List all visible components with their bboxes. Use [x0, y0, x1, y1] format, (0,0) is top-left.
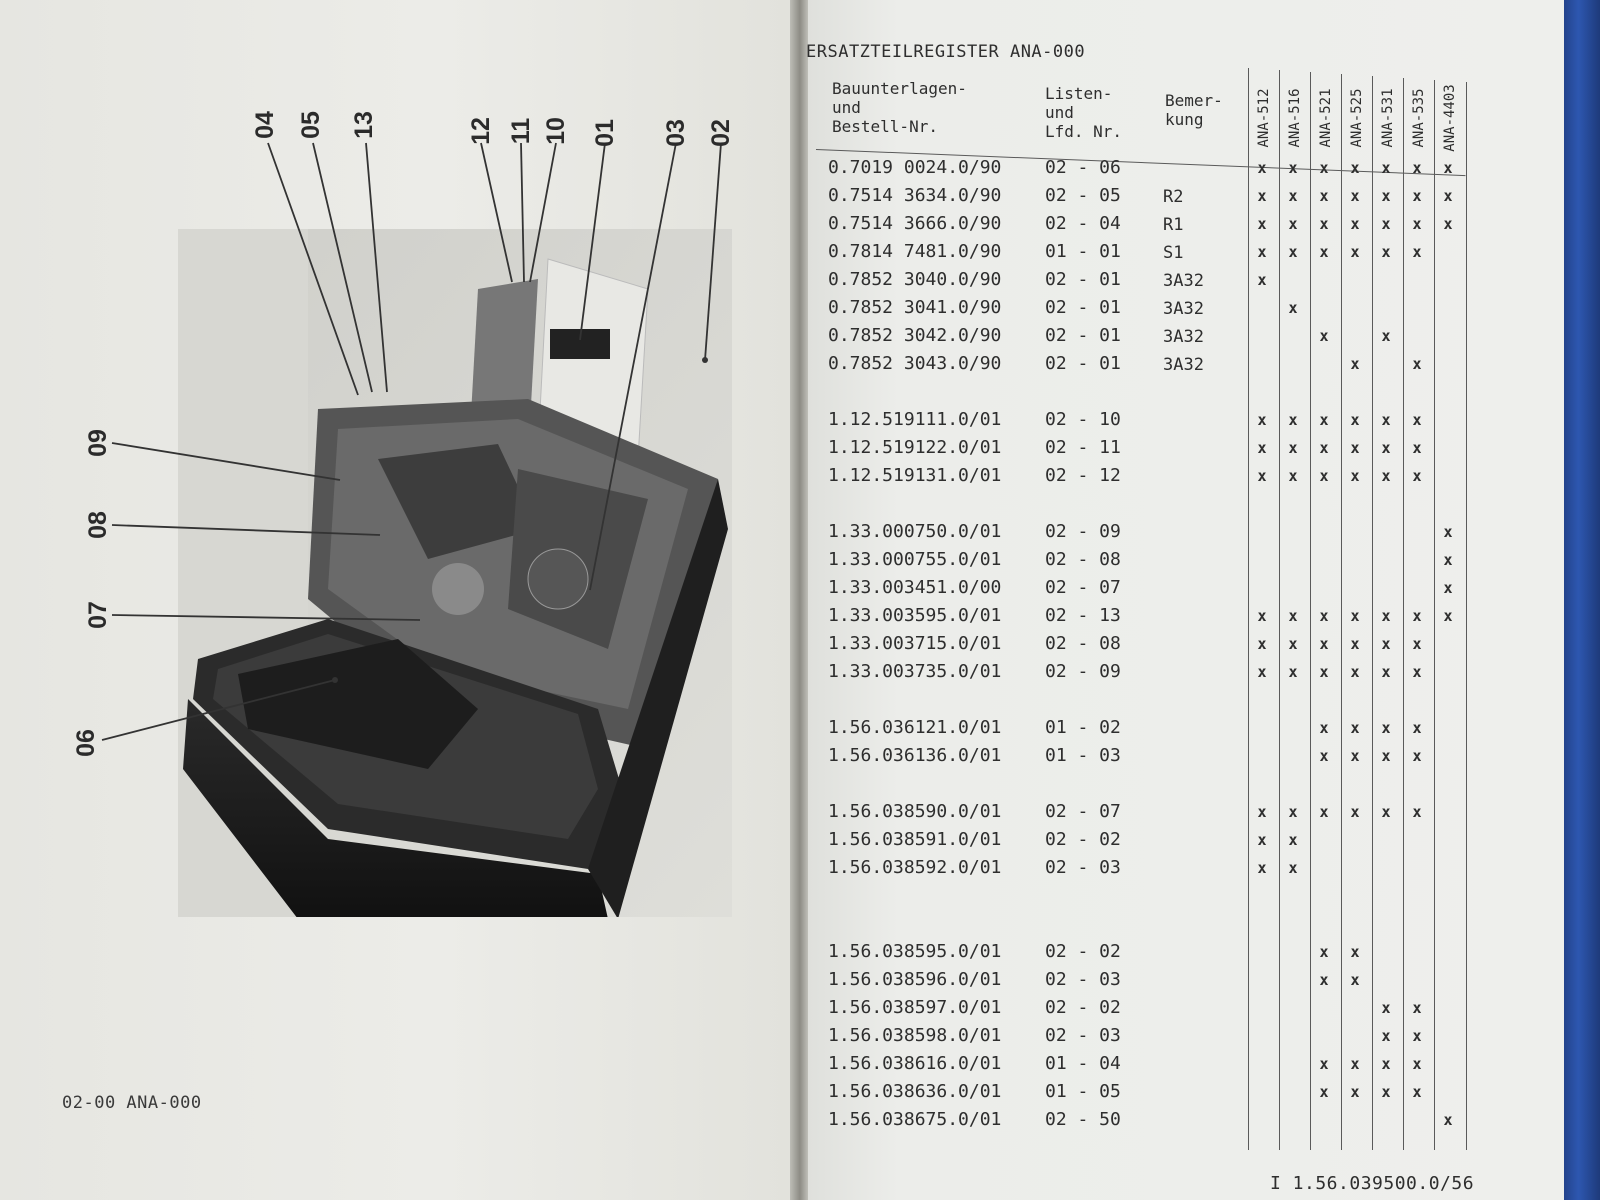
model-mark: x: [1443, 159, 1453, 177]
model-mark: x: [1381, 327, 1391, 345]
model-mark: x: [1350, 747, 1360, 765]
bestell-nr: 1.56.038592.0/01: [828, 857, 1002, 878]
lfd-nr: 01 - 02: [1045, 717, 1121, 738]
table-row: [0, 661, 1564, 688]
lfd-nr: 02 - 05: [1045, 185, 1121, 206]
model-mark: x: [1319, 439, 1329, 457]
model-mark: x: [1319, 663, 1329, 681]
table-row: [0, 969, 1564, 996]
col-head-ana-521: [1315, 70, 1337, 165]
header-listen-line-2: und: [1045, 103, 1074, 122]
model-mark: x: [1288, 159, 1298, 177]
model-mark: x: [1288, 439, 1298, 457]
table-row: [0, 213, 1564, 240]
lfd-nr: 01 - 05: [1045, 1081, 1121, 1102]
model-mark: x: [1350, 159, 1360, 177]
model-mark: x: [1350, 1083, 1360, 1101]
model-mark: x: [1257, 803, 1267, 821]
callout-10: 10: [542, 117, 570, 145]
lfd-nr: 02 - 12: [1045, 465, 1121, 486]
model-mark: x: [1257, 607, 1267, 625]
bemerkung: R2: [1163, 187, 1184, 207]
model-mark: x: [1381, 411, 1391, 429]
model-mark: x: [1257, 271, 1267, 289]
table-row: [0, 353, 1564, 380]
lfd-nr: 02 - 11: [1045, 437, 1121, 458]
lfd-nr: 02 - 09: [1045, 521, 1121, 542]
model-mark: x: [1443, 607, 1453, 625]
model-mark: x: [1443, 215, 1453, 233]
model-mark: x: [1412, 1083, 1422, 1101]
lfd-nr: 01 - 04: [1045, 1053, 1121, 1074]
callout-09: 09: [84, 429, 112, 457]
model-mark: x: [1412, 999, 1422, 1017]
table-row: [0, 521, 1564, 548]
bestell-nr: 1.56.038590.0/01: [828, 801, 1002, 822]
model-mark: x: [1288, 831, 1298, 849]
model-mark: x: [1319, 719, 1329, 737]
model-mark: x: [1257, 439, 1267, 457]
model-mark: x: [1288, 607, 1298, 625]
bestell-nr: 0.7852 3041.0/90: [828, 297, 1002, 318]
model-mark: x: [1319, 943, 1329, 961]
model-mark: x: [1412, 411, 1422, 429]
table-row: [0, 297, 1564, 324]
bestell-nr: 0.7514 3634.0/90: [828, 185, 1002, 206]
table-row: [0, 409, 1564, 436]
model-mark: x: [1381, 719, 1391, 737]
model-mark: x: [1319, 159, 1329, 177]
col-head-ana-4403: [1439, 70, 1461, 165]
bestell-nr: 0.7814 7481.0/90: [828, 241, 1002, 262]
model-mark: x: [1443, 551, 1453, 569]
model-mark: x: [1412, 635, 1422, 653]
model-mark: x: [1412, 747, 1422, 765]
model-mark: x: [1412, 1027, 1422, 1045]
model-mark: x: [1412, 187, 1422, 205]
model-mark: x: [1381, 747, 1391, 765]
model-mark: x: [1257, 411, 1267, 429]
col-head-ana-516: [1284, 70, 1306, 165]
model-mark: x: [1412, 803, 1422, 821]
lfd-nr: 02 - 02: [1045, 997, 1121, 1018]
col-head-ana-525: [1346, 70, 1368, 165]
model-mark: x: [1288, 411, 1298, 429]
bestell-nr: 1.33.000755.0/01: [828, 549, 1002, 570]
col-head-label: ANA-521: [1318, 87, 1334, 148]
lfd-nr: 01 - 03: [1045, 745, 1121, 766]
table-row: [0, 241, 1564, 268]
bestell-nr: 1.12.519111.0/01: [828, 409, 1002, 430]
model-mark: x: [1350, 1055, 1360, 1073]
table-row: [0, 465, 1564, 492]
bestell-nr: 0.7852 3042.0/90: [828, 325, 1002, 346]
table-row: [0, 437, 1564, 464]
table-row: [0, 1109, 1564, 1136]
model-mark: x: [1319, 411, 1329, 429]
bestell-nr: 1.33.003735.0/01: [828, 661, 1002, 682]
callout-13: 13: [350, 111, 378, 139]
model-mark: x: [1381, 1055, 1391, 1073]
callout-04: 04: [251, 111, 279, 139]
table-row: [0, 1025, 1564, 1052]
header-bemerkung-line-1: Bemer-: [1165, 91, 1223, 110]
bestell-nr: 1.56.036136.0/01: [828, 745, 1002, 766]
bemerkung: 3A32: [1163, 271, 1204, 291]
right-page-footer: I 1.56.039500.0/56: [1270, 1173, 1475, 1194]
bestell-nr: 1.56.038616.0/01: [828, 1053, 1002, 1074]
model-mark: x: [1350, 971, 1360, 989]
bestell-nr: 1.56.038597.0/01: [828, 997, 1002, 1018]
lfd-nr: 02 - 13: [1045, 605, 1121, 626]
table-row: [0, 185, 1564, 212]
callout-12: 12: [467, 117, 495, 145]
model-mark: x: [1350, 355, 1360, 373]
col-head-ana-512: [1253, 70, 1275, 165]
model-mark: x: [1319, 1083, 1329, 1101]
table-row: [0, 829, 1564, 856]
bestell-nr: 1.56.036121.0/01: [828, 717, 1002, 738]
model-mark: x: [1412, 1055, 1422, 1073]
model-mark: x: [1257, 187, 1267, 205]
model-mark: x: [1288, 299, 1298, 317]
lfd-nr: 02 - 03: [1045, 1025, 1121, 1046]
bestell-nr: 1.33.003451.0/00: [828, 577, 1002, 598]
model-mark: x: [1350, 439, 1360, 457]
lfd-nr: 02 - 07: [1045, 801, 1121, 822]
table-row: [0, 801, 1564, 828]
model-mark: x: [1319, 803, 1329, 821]
table-row: [0, 157, 1564, 184]
model-mark: x: [1350, 663, 1360, 681]
model-mark: x: [1412, 243, 1422, 261]
header-bestell-nr: [832, 79, 967, 136]
model-mark: x: [1319, 327, 1329, 345]
table-row: [0, 1081, 1564, 1108]
register-title: ERSATZTEILREGISTER ANA-000: [806, 42, 1086, 62]
bestell-nr: 1.33.003715.0/01: [828, 633, 1002, 654]
model-mark: x: [1443, 1111, 1453, 1129]
lfd-nr: 02 - 07: [1045, 577, 1121, 598]
model-mark: x: [1350, 635, 1360, 653]
col-head-label: ANA-535: [1411, 87, 1427, 148]
bemerkung: 3A32: [1163, 355, 1204, 375]
model-mark: x: [1350, 411, 1360, 429]
header-bestell-line-3: Bestell-Nr.: [832, 117, 938, 136]
bestell-nr: 1.56.038675.0/01: [828, 1109, 1002, 1130]
lfd-nr: 02 - 01: [1045, 269, 1121, 290]
bestell-nr: 0.7514 3666.0/90: [828, 213, 1002, 234]
bemerkung: R1: [1163, 215, 1184, 235]
model-mark: x: [1381, 1027, 1391, 1045]
model-mark: x: [1381, 243, 1391, 261]
col-head-ana-531: [1377, 70, 1399, 165]
header-listen-line-1: Listen-: [1045, 84, 1113, 103]
header-bestell-line-1: Bauunterlagen-: [832, 79, 967, 98]
model-mark: x: [1288, 243, 1298, 261]
bestell-nr: 1.33.000750.0/01: [828, 521, 1002, 542]
table-row: [0, 745, 1564, 772]
model-mark: x: [1350, 943, 1360, 961]
bestell-nr: 1.12.519131.0/01: [828, 465, 1002, 486]
bestell-nr: 1.56.038591.0/01: [828, 829, 1002, 850]
col-head-label: ANA-512: [1256, 87, 1272, 148]
model-mark: x: [1257, 215, 1267, 233]
lfd-nr: 02 - 08: [1045, 633, 1121, 654]
model-mark: x: [1350, 803, 1360, 821]
model-mark: x: [1288, 859, 1298, 877]
model-mark: x: [1381, 467, 1391, 485]
model-mark: x: [1412, 215, 1422, 233]
table-row: [0, 997, 1564, 1024]
model-mark: x: [1257, 635, 1267, 653]
model-mark: x: [1443, 579, 1453, 597]
lfd-nr: 02 - 09: [1045, 661, 1121, 682]
bestell-nr: 1.56.038598.0/01: [828, 1025, 1002, 1046]
model-mark: x: [1381, 999, 1391, 1017]
model-mark: x: [1350, 467, 1360, 485]
model-mark: x: [1381, 159, 1391, 177]
model-mark: x: [1381, 803, 1391, 821]
model-mark: x: [1350, 215, 1360, 233]
model-mark: x: [1412, 439, 1422, 457]
bestell-nr: 1.12.519122.0/01: [828, 437, 1002, 458]
bemerkung: S1: [1163, 243, 1184, 263]
model-mark: x: [1443, 523, 1453, 541]
lfd-nr: 02 - 01: [1045, 353, 1121, 374]
model-mark: x: [1381, 215, 1391, 233]
bestell-nr: 1.56.038636.0/01: [828, 1081, 1002, 1102]
callout-07: 07: [84, 601, 112, 629]
model-mark: x: [1412, 355, 1422, 373]
table-row: [0, 269, 1564, 296]
lfd-nr: 02 - 06: [1045, 157, 1121, 178]
header-listen-line-3: Lfd. Nr.: [1045, 122, 1123, 141]
header-bestell-line-2: und: [832, 98, 861, 117]
model-mark: x: [1288, 215, 1298, 233]
bestell-nr: 1.56.038596.0/01: [828, 969, 1002, 990]
left-page-footer: 02-00 ANA-000: [62, 1093, 202, 1113]
table-row: [0, 633, 1564, 660]
lfd-nr: 01 - 01: [1045, 241, 1121, 262]
bestell-nr: 0.7019 0024.0/90: [828, 157, 1002, 178]
model-mark: x: [1381, 607, 1391, 625]
callout-08: 08: [84, 511, 112, 539]
model-mark: x: [1412, 467, 1422, 485]
lfd-nr: 02 - 10: [1045, 409, 1121, 430]
table-row: [0, 717, 1564, 744]
model-mark: x: [1257, 467, 1267, 485]
header-bemerkung-line-2: kung: [1165, 110, 1204, 129]
model-mark: x: [1319, 187, 1329, 205]
model-mark: x: [1319, 215, 1329, 233]
model-mark: x: [1319, 635, 1329, 653]
model-mark: x: [1257, 831, 1267, 849]
model-mark: x: [1412, 663, 1422, 681]
callout-03: 03: [662, 119, 690, 147]
table-row: [0, 941, 1564, 968]
model-mark: x: [1350, 243, 1360, 261]
callout-01: 01: [591, 119, 619, 147]
lfd-nr: 02 - 01: [1045, 325, 1121, 346]
bemerkung: 3A32: [1163, 327, 1204, 347]
model-mark: x: [1257, 159, 1267, 177]
table-row: [0, 1053, 1564, 1080]
bestell-nr: 0.7852 3040.0/90: [828, 269, 1002, 290]
table-row: [0, 857, 1564, 884]
lfd-nr: 02 - 08: [1045, 549, 1121, 570]
model-mark: x: [1319, 747, 1329, 765]
lfd-nr: 02 - 01: [1045, 297, 1121, 318]
callout-02: 02: [707, 119, 735, 147]
header-bemerkung: [1165, 91, 1223, 129]
bestell-nr: 1.56.038595.0/01: [828, 941, 1002, 962]
table-row: [0, 549, 1564, 576]
lfd-nr: 02 - 50: [1045, 1109, 1121, 1130]
lfd-nr: 02 - 03: [1045, 969, 1121, 990]
lfd-nr: 02 - 02: [1045, 829, 1121, 850]
model-mark: x: [1350, 187, 1360, 205]
col-head-label: ANA-525: [1349, 87, 1365, 148]
bestell-nr: 1.33.003595.0/01: [828, 605, 1002, 626]
lfd-nr: 02 - 03: [1045, 857, 1121, 878]
model-mark: x: [1412, 719, 1422, 737]
header-listen: [1045, 84, 1122, 141]
model-mark: x: [1288, 663, 1298, 681]
callout-05: 05: [297, 111, 325, 139]
model-mark: x: [1350, 719, 1360, 737]
table-row: [0, 577, 1564, 604]
model-mark: x: [1381, 635, 1391, 653]
callout-11: 11: [507, 117, 535, 145]
lfd-nr: 02 - 04: [1045, 213, 1121, 234]
model-mark: x: [1319, 607, 1329, 625]
model-mark: x: [1257, 859, 1267, 877]
model-mark: x: [1319, 971, 1329, 989]
bestell-nr: 0.7852 3043.0/90: [828, 353, 1002, 374]
model-mark: x: [1288, 635, 1298, 653]
col-head-label: ANA-531: [1380, 87, 1396, 148]
model-mark: x: [1288, 467, 1298, 485]
model-mark: x: [1381, 187, 1391, 205]
col-head-label: ANA-516: [1287, 87, 1303, 148]
model-mark: x: [1381, 1083, 1391, 1101]
table-row: [0, 605, 1564, 632]
model-mark: x: [1350, 607, 1360, 625]
table-row: [0, 325, 1564, 352]
callout-06: 06: [72, 729, 100, 757]
model-mark: x: [1288, 803, 1298, 821]
model-mark: x: [1412, 607, 1422, 625]
col-head-label: ANA-4403: [1442, 83, 1458, 152]
model-mark: x: [1381, 439, 1391, 457]
model-mark: x: [1319, 1055, 1329, 1073]
model-mark: x: [1381, 663, 1391, 681]
blue-cover-edge: [1564, 0, 1600, 1200]
model-mark: x: [1412, 159, 1422, 177]
model-mark: x: [1319, 467, 1329, 485]
bemerkung: 3A32: [1163, 299, 1204, 319]
model-mark: x: [1319, 243, 1329, 261]
model-mark: x: [1257, 663, 1267, 681]
lfd-nr: 02 - 02: [1045, 941, 1121, 962]
model-mark: x: [1443, 187, 1453, 205]
model-mark: x: [1257, 243, 1267, 261]
model-mark: x: [1288, 187, 1298, 205]
col-head-ana-535: [1408, 70, 1430, 165]
